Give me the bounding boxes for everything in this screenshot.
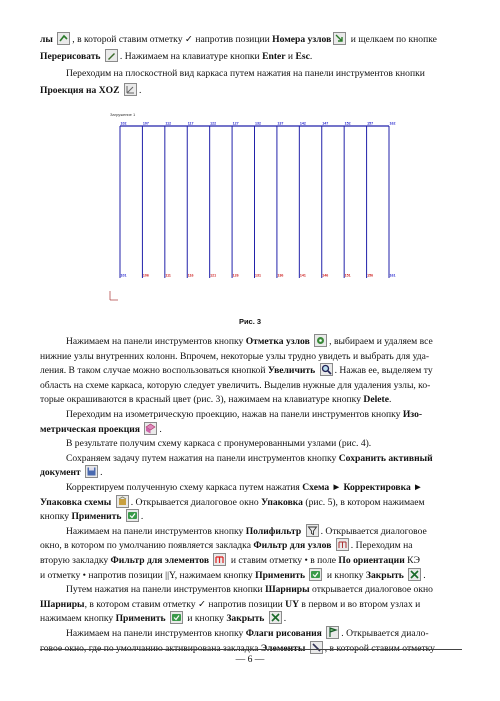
elements-tab-icon xyxy=(310,641,323,654)
top-node-label: 142 xyxy=(299,121,306,126)
text-run xyxy=(322,628,324,639)
bottom-node-label: 126 xyxy=(232,273,239,278)
node-filter-tab-icon xyxy=(336,538,349,551)
bold-term: Флаги рисования xyxy=(245,628,322,639)
bold-term: Применить xyxy=(255,569,306,581)
save-document-icon xyxy=(85,465,98,478)
arrow-pin-icon xyxy=(333,32,346,45)
top-node-label: 107 xyxy=(142,121,149,126)
text-run: говое окно, где по умолчанию активирована закладка xyxy=(40,642,261,654)
pencil-redraw-icon xyxy=(105,49,118,62)
text-line xyxy=(40,82,462,99)
apply-icon xyxy=(309,568,322,581)
bold-term: Фильтр для элементов xyxy=(110,555,210,566)
bold-term: Отметка узлов xyxy=(245,336,310,347)
bold-term: Шарниры xyxy=(40,598,85,610)
bold-term: Применить xyxy=(115,613,166,625)
text-run xyxy=(121,511,123,522)
node-numbers-toggle-icon xyxy=(57,32,70,45)
bold-term: Сохранить активный xyxy=(338,452,433,464)
bold-term: Упаковка xyxy=(261,496,303,508)
text-run: . xyxy=(100,467,103,479)
text-run: Нажимаем на панели инструментов кнопку xyxy=(66,336,246,347)
text-line xyxy=(40,48,462,65)
bold-term: Закрыть xyxy=(365,569,404,581)
text-run: , в которой ставим отметку ✓ напротив позиции xyxy=(72,34,273,45)
drawing-flags-icon xyxy=(326,626,339,639)
figure-caption: Рис. 3 xyxy=(238,317,262,326)
text-run xyxy=(404,570,406,581)
text-run: . xyxy=(423,569,426,581)
bold-term: Увеличить xyxy=(267,365,316,377)
text-run: . Открывается диалоговое xyxy=(320,525,427,537)
bold-term: Перерисовать xyxy=(40,51,103,62)
top-node-label: 162 xyxy=(389,121,396,126)
top-node-label: 137 xyxy=(277,121,284,126)
text-run: и кнопку xyxy=(184,613,227,625)
text-run: . Переходим на xyxy=(350,540,413,552)
text-run: Нажимаем на панели инструментов кнопку xyxy=(66,525,246,537)
top-node-label: 152 xyxy=(344,121,351,126)
bold-term: Enter xyxy=(262,51,286,62)
frame-scheme-figure xyxy=(106,110,402,306)
bold-term: Элементы xyxy=(260,642,306,654)
bold-term: Полифильтр xyxy=(245,525,302,537)
text-run: . Нажимаем на клавиатуре кнопки xyxy=(119,51,263,62)
magnifier-icon xyxy=(320,363,333,376)
text-run: и кнопку xyxy=(324,569,366,581)
text-run: . Нажав ее, выделяем ту xyxy=(334,365,433,377)
text-run: . xyxy=(138,85,142,96)
bold-term: Проекция на XOZ xyxy=(40,85,120,96)
package-schema-icon xyxy=(116,495,129,508)
bold-term: Закрыть xyxy=(226,613,265,625)
text-run: и ставим отметку • в поле xyxy=(228,555,339,566)
text-run: Сохраняем задачу путем нажатия на панели инструментов кнопку xyxy=(66,452,339,464)
text-run xyxy=(166,613,168,624)
figure-title: Загружение 1 xyxy=(110,112,136,117)
bold-term: Схема ► Корректировка ► xyxy=(302,482,423,493)
top-node-label: 117 xyxy=(187,121,194,126)
top-node-label: 112 xyxy=(165,121,172,126)
text-run: область на схеме каркаса, которую следует увеличить. Выделив нужные для удаления узлы, ко- xyxy=(40,379,431,391)
text-run: Нажимаем на панели инструментов кнопку xyxy=(66,628,246,639)
bold-term: документ xyxy=(40,467,81,479)
text-run: нижние узлы внутренних колонн. Впрочем, некоторые узлы трудно увидеть и выбрать для уда- xyxy=(40,350,430,362)
text-run: кнопку xyxy=(40,511,72,523)
text-run: . xyxy=(159,423,162,435)
text-run xyxy=(81,467,83,478)
top-node-label: 122 xyxy=(210,121,217,126)
apply-icon xyxy=(170,611,183,624)
text-run xyxy=(111,497,113,508)
top-node-label: 102 xyxy=(120,121,127,126)
text-run xyxy=(305,570,307,581)
node-select-icon xyxy=(314,334,327,347)
text-run: Путем нажатия на панели инструментов кнопки xyxy=(66,584,266,596)
text-run: . xyxy=(140,511,144,523)
text-run xyxy=(301,526,303,537)
text-run: , в которой ставим отметку xyxy=(324,642,435,654)
text-run: В результате получим схему каркаса с пронумерованными узлами (рис. 4). xyxy=(66,438,372,450)
text-run xyxy=(331,540,333,551)
text-run xyxy=(264,613,266,624)
text-run: в первом и во втором узлах и xyxy=(299,598,421,610)
text-run xyxy=(140,424,142,435)
bottom-node-label: 156 xyxy=(367,273,374,278)
page-number: — 6 — xyxy=(235,654,265,665)
text-run: нажимаем кнопку xyxy=(40,613,116,625)
apply-icon xyxy=(126,509,139,522)
bottom-node-label: 151 xyxy=(344,273,351,278)
bottom-node-label: 141 xyxy=(299,273,306,278)
text-run: Корректируем полученную схему каркаса путем нажатия xyxy=(66,482,303,493)
text-run: Переходим на плоскостной вид каркаса путем нажатия на панели инструментов кнопки xyxy=(66,68,425,79)
bottom-node-label: 106 xyxy=(142,273,149,278)
bold-term: Упаковка схемы xyxy=(40,496,112,508)
text-run: и xyxy=(285,51,296,62)
projection-xoz-icon xyxy=(124,83,137,96)
text-run: и отметку • напротив позиции ||Y, нажимаем кнопку xyxy=(40,569,256,581)
text-run: торые окрашиваются в красный цвет (рис. 3), нажимаем на клавиатуре кнопку xyxy=(40,394,364,406)
element-filter-tab-icon xyxy=(213,553,226,566)
bold-term: Delete xyxy=(363,394,389,406)
text-run xyxy=(209,555,211,566)
bottom-node-label: 101 xyxy=(120,273,127,278)
text-run: , в котором ставим отметку ✓ напротив позиции xyxy=(84,598,286,610)
text-run xyxy=(310,336,312,347)
text-run xyxy=(315,365,317,376)
text-run: (рис. 5), в котором нажимаем xyxy=(302,496,425,508)
bottom-node-label: 111 xyxy=(165,273,171,278)
text-run: . xyxy=(388,394,392,406)
text-line xyxy=(40,65,462,82)
text-run: ления. В таком случае можно воспользоваться кнопкой xyxy=(40,365,268,377)
bold-term: Фильтр для узлов xyxy=(253,540,332,552)
bottom-node-label: 146 xyxy=(322,273,329,278)
bold-term: Изо- xyxy=(402,409,423,420)
bold-term: Применить xyxy=(71,511,122,523)
text-run: . Открывается диало- xyxy=(341,628,429,639)
text-run: . xyxy=(283,613,287,625)
text-run: Переходим на изометрическую проекцию, нажав на панели инструментов кнопку xyxy=(66,409,403,420)
bold-term: По ориентации xyxy=(338,555,405,566)
text-run: . Открывается диалоговое окно xyxy=(130,496,262,508)
bold-term: лы xyxy=(40,34,56,45)
top-node-label: 132 xyxy=(255,121,261,126)
bold-term: UY xyxy=(285,598,300,610)
text-run: и щелкаем по кнопке xyxy=(348,34,437,45)
text-run: , выбираем и удаляем все xyxy=(329,336,433,347)
isometric-icon xyxy=(144,422,157,435)
text-run: открывается диалоговое окно xyxy=(309,584,433,596)
text-run: КЭ xyxy=(404,555,420,566)
bold-term: метрическая проекция xyxy=(40,423,140,435)
bottom-node-label: 136 xyxy=(277,273,284,278)
close-icon xyxy=(269,611,282,624)
text-run: вторую закладку xyxy=(40,555,111,566)
bottom-node-label: 121 xyxy=(210,273,217,278)
bold-term: Шарниры xyxy=(265,584,310,596)
polyfilter-icon xyxy=(306,524,319,537)
text-line xyxy=(40,31,462,48)
text-run xyxy=(120,85,122,96)
top-node-label: 127 xyxy=(232,121,239,126)
close-icon xyxy=(408,568,421,581)
top-node-label: 147 xyxy=(322,121,329,126)
text-run: окно, в котором по умолчанию появляется закладка xyxy=(40,540,254,552)
bold-term: Номера узлов xyxy=(272,34,332,45)
bold-term: Esc xyxy=(295,51,310,62)
top-node-label: 157 xyxy=(367,121,374,126)
bottom-node-label: 161 xyxy=(389,273,396,278)
footer-rule xyxy=(40,649,462,650)
bottom-node-label: 116 xyxy=(187,273,194,278)
text-run: . xyxy=(309,51,313,62)
bottom-node-label: 131 xyxy=(255,273,261,278)
